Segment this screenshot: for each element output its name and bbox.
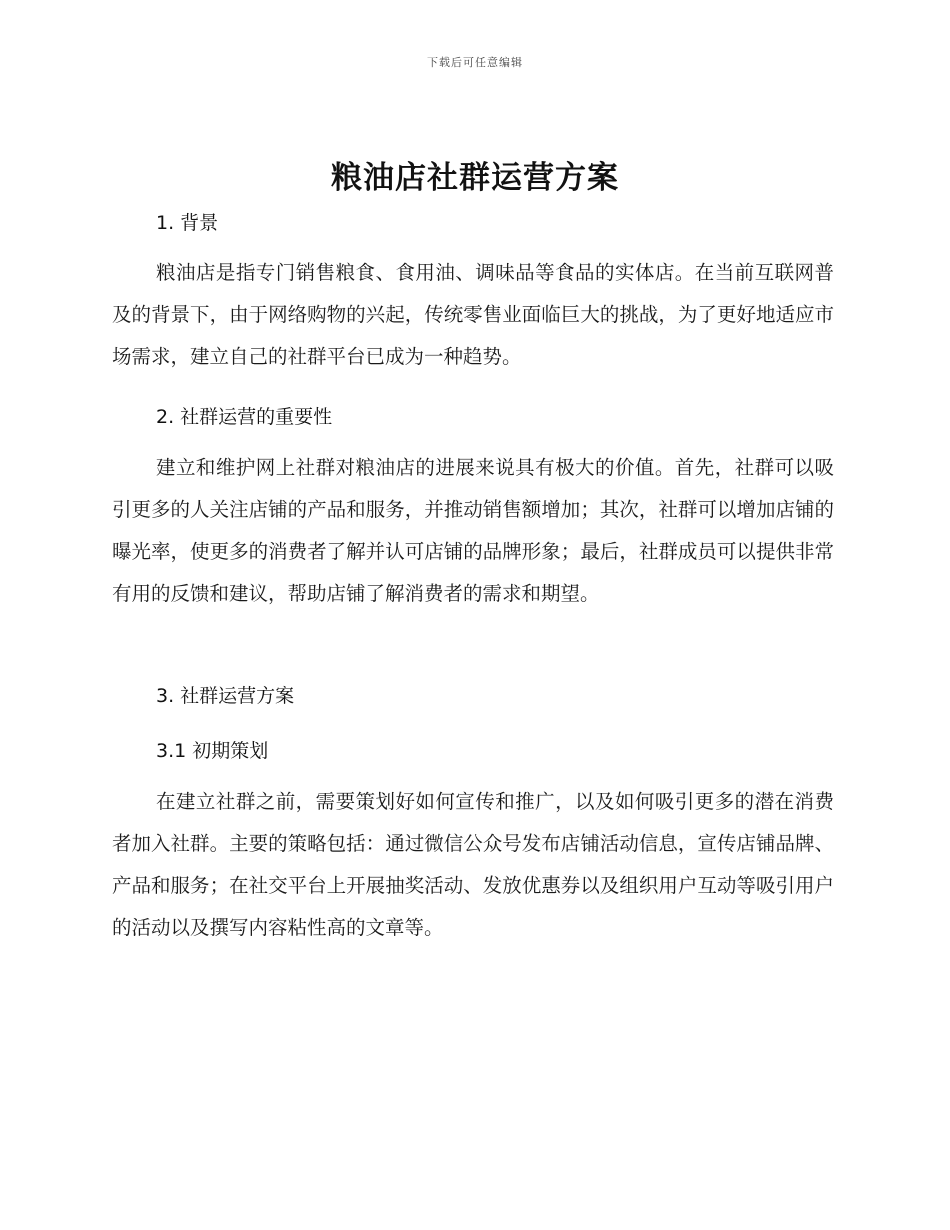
section-heading-background: 1. 背景 (156, 212, 219, 234)
section-heading-plan: 3. 社群运营方案 (156, 685, 295, 707)
paragraph-background: 粮油店是指专门销售粮食、食用油、调味品等食品的实体店。在当前互联网普及的背景下，由于网络购物的兴起，传统零售业面临巨大的挑战，为了更好地适应市场需求，建立自己的社群平台已成为一种趋势。 (112, 261, 834, 368)
section-heading-importance: 2. 社群运营的重要性 (156, 406, 333, 428)
document-title: 粮油店社群运营方案 (331, 160, 619, 196)
paragraph-initial-planning: 在建立社群之前，需要策划好如何宣传和推广，以及如何吸引更多的潜在消费者加入社群。主要的策略包括：通过微信公众号发布店铺活动信息，宣传店铺品牌、产品和服务；在社交平台上开展抽奖活动、发放优惠券以及组织用户互动等吸引用户的活动以及撰写内容粘性高的文章等。 (112, 790, 834, 939)
paragraph-importance: 建立和维护网上社群对粮油店的进展来说具有极大的价值。首先，社群可以吸引更多的人关注店铺的产品和服务，并推动销售额增加；其次，社群可以增加店铺的曝光率，使更多的消费者了解并认可店铺的品牌形象；最后，社群成员可以提供非常有用的反馈和建议，帮助店铺了解消费者的需求和期望。 (112, 456, 834, 605)
subsection-heading-initial-planning: 3.1 初期策划 (156, 740, 269, 762)
header-note: 下载后可任意编辑 (427, 56, 523, 69)
